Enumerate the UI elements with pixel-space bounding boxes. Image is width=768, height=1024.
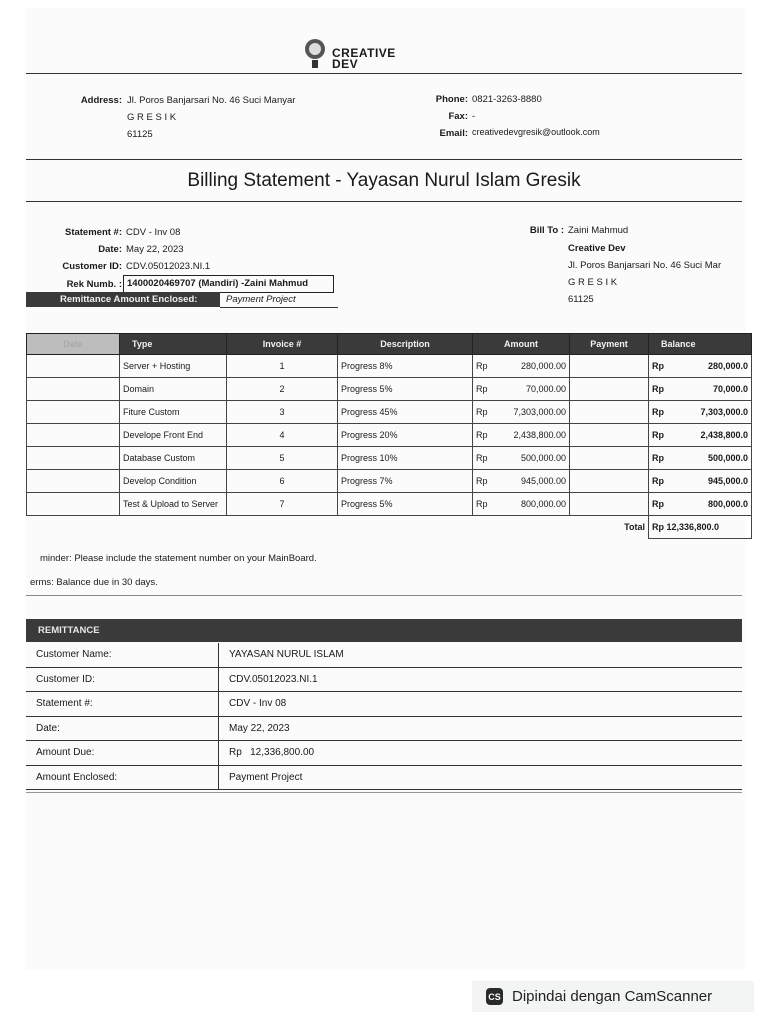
logo-line1: CREATIVE (332, 46, 396, 60)
table-row (27, 401, 752, 424)
cell-description: Progress 5% (338, 378, 473, 401)
remittance-row (26, 765, 742, 790)
balance-currency: Rp (652, 384, 664, 394)
cell-type: Develop Condition (120, 470, 227, 493)
cell-date (27, 424, 120, 447)
table-header-row (27, 334, 752, 355)
balance-currency: Rp (652, 453, 664, 463)
balance-currency: Rp (652, 476, 664, 486)
cell-date (27, 447, 120, 470)
cell-description: Progress 5% (338, 493, 473, 516)
document-bottom-divider (26, 792, 742, 793)
bill-to-company: Creative Dev (568, 243, 626, 254)
cell-balance (649, 470, 752, 493)
cell-invoice: 6 (227, 470, 338, 493)
cell-payment (570, 447, 649, 470)
customer-id-label: Customer ID: (62, 261, 122, 272)
terms-note: erms: Balance due in 30 days. (30, 577, 158, 588)
balance-value: 800,000.0 (707, 499, 748, 509)
remittance-label: Date: (26, 716, 219, 741)
cell-payment (570, 424, 649, 447)
cell-balance (649, 424, 752, 447)
cell-description: Progress 7% (338, 470, 473, 493)
cell-type: Test & Upload to Server (120, 493, 227, 516)
amount-value: 500,000.00 (520, 453, 566, 463)
statement-number-label: Statement #: (64, 227, 122, 238)
camscanner-watermark (472, 981, 754, 1012)
amount-value: 7,303,000.00 (513, 407, 566, 417)
remittance-row (26, 692, 742, 717)
remittance-value: Rp 12,336,800.00 (219, 741, 743, 766)
cell-invoice: 2 (227, 378, 338, 401)
header-divider-bottom (26, 159, 742, 160)
cell-payment (570, 355, 649, 378)
amount-value: 2,438,800.00 (513, 430, 566, 440)
cell-invoice: 5 (227, 447, 338, 470)
amount-currency: Rp (476, 499, 488, 509)
cell-date (27, 470, 120, 493)
cell-date (27, 401, 120, 424)
camscanner-text: Dipindai dengan CamScanner (512, 988, 713, 1005)
balance-value: 500,000.0 (707, 453, 748, 463)
cell-type: Server + Hosting (120, 355, 227, 378)
cell-balance (649, 401, 752, 424)
remittance-row (26, 643, 742, 667)
remittance-value: CDV - Inv 08 (219, 692, 743, 717)
billing-items-table (26, 333, 752, 539)
cell-balance (649, 493, 752, 516)
remittance-label: Customer ID: (26, 667, 219, 692)
cell-balance (649, 447, 752, 470)
remittance-label: Amount Enclosed: (26, 765, 219, 790)
address-line2: G R E S I K (127, 112, 177, 123)
table-row (27, 447, 752, 470)
cell-invoice: 4 (227, 424, 338, 447)
bill-to-label: Bill To : (529, 225, 564, 236)
amount-currency: Rp (476, 453, 488, 463)
remittance-table (26, 643, 742, 790)
table-row (27, 424, 752, 447)
company-logo (302, 38, 412, 72)
cell-balance (649, 378, 752, 401)
cell-type: Database Custom (120, 447, 227, 470)
amount-currency: Rp (476, 407, 488, 417)
header-balance: Balance (649, 334, 752, 355)
phone-label: Phone: (435, 94, 468, 105)
logo-icon (302, 38, 328, 70)
amount-currency: Rp (476, 430, 488, 440)
amount-value: 280,000.00 (520, 361, 566, 371)
amount-currency: Rp (476, 361, 488, 371)
total-label: Total (570, 516, 649, 539)
remittance-value: YAYASAN NURUL ISLAM (219, 643, 743, 667)
cell-amount (473, 470, 570, 493)
remittance-label: Customer Name: (26, 643, 219, 667)
balance-value: 945,000.0 (707, 476, 748, 486)
remittance-label: Statement #: (26, 692, 219, 717)
header-amount: Amount (473, 334, 570, 355)
cell-invoice: 1 (227, 355, 338, 378)
cell-date (27, 493, 120, 516)
balance-currency: Rp (652, 361, 664, 371)
bill-to-address: Jl. Poros Banjarsari No. 46 Suci Mar (568, 260, 722, 271)
fax-value: - (472, 111, 476, 122)
remittance-header-label: REMITTANCE (38, 625, 100, 636)
amount-value: 945,000.00 (520, 476, 566, 486)
remittance-enclosed-value: Payment Project (220, 292, 338, 308)
amount-currency: Rp (476, 384, 488, 394)
cell-type: Domain (120, 378, 227, 401)
cell-description: Progress 8% (338, 355, 473, 378)
cell-amount (473, 447, 570, 470)
remittance-value: CDV.05012023.NI.1 (219, 667, 743, 692)
cell-amount (473, 401, 570, 424)
cell-type: Develope Front End (120, 424, 227, 447)
balance-value: 70,000.0 (712, 384, 748, 394)
table-row (27, 355, 752, 378)
header-payment: Payment (570, 334, 649, 355)
cell-payment (570, 401, 649, 424)
table-row (27, 378, 752, 401)
cell-payment (570, 378, 649, 401)
cell-description: Progress 20% (338, 424, 473, 447)
notes-divider (26, 595, 742, 596)
table-row (27, 470, 752, 493)
remittance-value: Payment Project (219, 765, 743, 790)
title-divider (26, 201, 742, 202)
remittance-label: Amount Due: (26, 741, 219, 766)
header-divider-top (26, 73, 742, 74)
header-type: Type (120, 334, 227, 355)
remittance-enclosed-label: Remittance Amount Enclosed: (60, 294, 198, 305)
remittance-value: May 22, 2023 (219, 716, 743, 741)
cell-type: Fiture Custom (120, 401, 227, 424)
header-date: Date (27, 334, 120, 355)
camscanner-icon: CS (486, 988, 503, 1005)
table-total-row (27, 516, 752, 539)
cell-balance (649, 355, 752, 378)
statement-number-value: CDV - Inv 08 (126, 227, 181, 238)
amount-value: 800,000.00 (520, 499, 566, 509)
email-value: creativedevgresik@outlook.com (472, 127, 600, 137)
cell-amount (473, 355, 570, 378)
cell-date (27, 355, 120, 378)
cell-amount (473, 424, 570, 447)
balance-value: 7,303,000.0 (700, 407, 748, 417)
address-label: Address: (80, 95, 122, 106)
table-row (27, 493, 752, 516)
amount-value: 70,000.00 (525, 384, 566, 394)
balance-value: 280,000.0 (707, 361, 748, 371)
customer-id-value: CDV.05012023.NI.1 (126, 261, 211, 272)
bill-to-name: Zaini Mahmud (568, 225, 629, 236)
cell-payment (570, 470, 649, 493)
remittance-row (26, 741, 742, 766)
rek-value: 1400020469707 (Mandiri) -Zaini Mahmud (123, 275, 334, 293)
header-description: Description (338, 334, 473, 355)
address-line3: 61125 (127, 129, 153, 140)
reminder-note: minder: Please include the statement number on your MainBoard. (40, 553, 317, 564)
cell-amount (473, 378, 570, 401)
cell-description: Progress 10% (338, 447, 473, 470)
bill-to-zip: 61125 (568, 294, 594, 305)
date-label: Date: (98, 244, 122, 255)
cell-invoice: 3 (227, 401, 338, 424)
bill-to-city: G R E S I K (568, 277, 618, 288)
logo-line2: DEV (332, 57, 359, 71)
cell-date (27, 378, 120, 401)
balance-currency: Rp (652, 430, 664, 440)
cell-invoice: 7 (227, 493, 338, 516)
statement-title: Billing Statement - Yayasan Nurul Islam Gresik (187, 170, 581, 191)
amount-currency: Rp (476, 476, 488, 486)
remittance-row (26, 716, 742, 741)
balance-value: 2,438,800.0 (700, 430, 748, 440)
phone-value: 0821-3263-8880 (472, 94, 542, 105)
email-label: Email: (439, 128, 468, 139)
date-value: May 22, 2023 (126, 244, 184, 255)
rek-label: Rek Numb. : (66, 279, 122, 290)
total-value: Rp 12,336,800.0 (649, 516, 752, 539)
balance-currency: Rp (652, 499, 664, 509)
cell-description: Progress 45% (338, 401, 473, 424)
address-line1: Jl. Poros Banjarsari No. 46 Suci Manyar (127, 95, 296, 106)
cell-payment (570, 493, 649, 516)
remittance-header (26, 619, 742, 642)
cell-amount (473, 493, 570, 516)
fax-label: Fax: (448, 111, 468, 122)
header-invoice: Invoice # (227, 334, 338, 355)
remittance-row (26, 667, 742, 692)
balance-currency: Rp (652, 407, 664, 417)
